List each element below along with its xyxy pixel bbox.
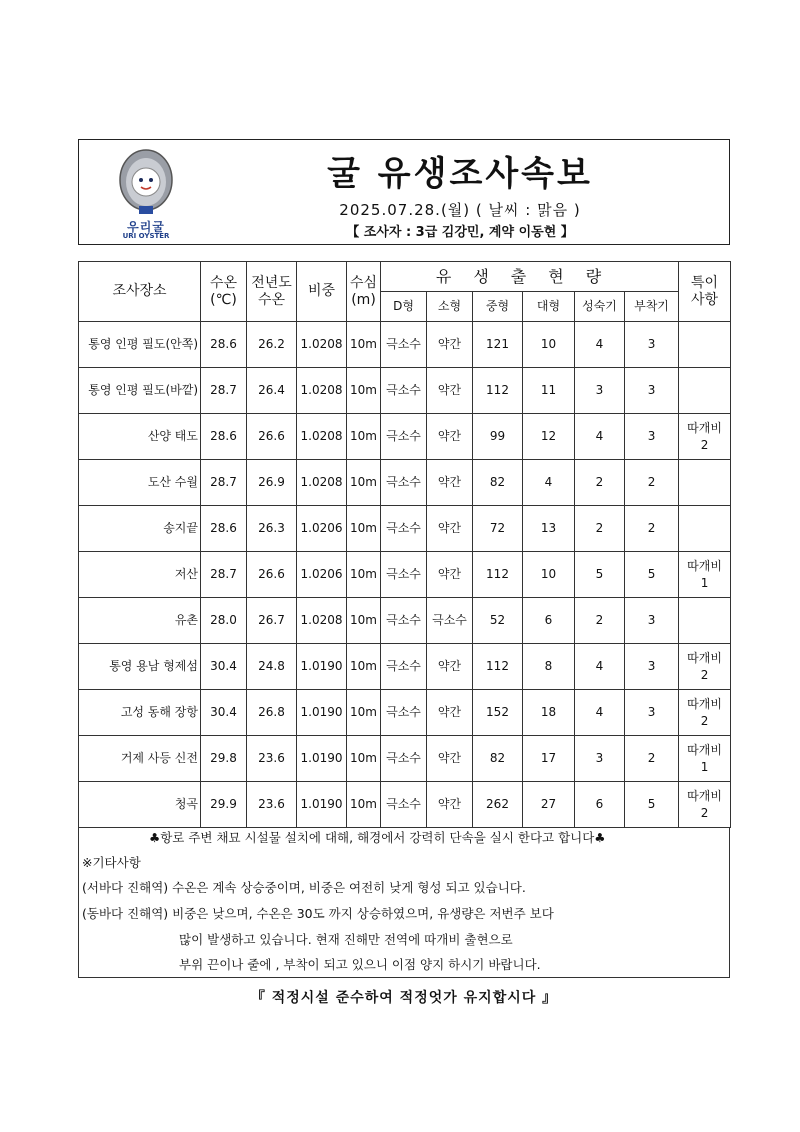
cell-notes-line2: 2 (700, 713, 709, 728)
cell-notes-line2: 2 (700, 667, 709, 682)
cell-gravity: 1.0206 (297, 506, 347, 552)
cell-gravity: 1.0208 (297, 414, 347, 460)
cell-d: 극소수 (381, 598, 427, 644)
table-body (79, 322, 731, 828)
table-row (79, 368, 731, 414)
cell-attach: 2 (625, 736, 679, 782)
oyster-mascot-logo (106, 146, 186, 222)
cell-location: 통영 용남 형제섬 (79, 644, 201, 690)
header-notes-line2: 사항 (691, 291, 719, 308)
table-row (79, 552, 731, 598)
cell-mature: 3 (575, 736, 625, 782)
cell-location: 거제 사등 신전 (79, 736, 201, 782)
cell-location: 산양 태도 (79, 414, 201, 460)
cell-d: 극소수 (381, 644, 427, 690)
cell-d: 극소수 (381, 414, 427, 460)
notes-box (78, 827, 730, 978)
sub-header-cell: 중형 (473, 292, 523, 322)
cell-d: 극소수 (381, 460, 427, 506)
cell-temp: 28.7 (201, 460, 247, 506)
cell-small: 약간 (427, 368, 473, 414)
cell-temp: 28.7 (201, 552, 247, 598)
notes-west: (서바다 진해역) 수온은 계속 상승중이며, 비중은 여전히 낮게 형성 되고 있습니다. (82, 880, 526, 895)
cell-large: 10 (523, 322, 575, 368)
header-water-temp-line1: 수온 (209, 274, 238, 291)
cell-prev: 26.2 (247, 322, 297, 368)
cell-attach: 3 (625, 644, 679, 690)
cell-notes (679, 598, 731, 644)
cell-medium: 99 (473, 414, 523, 460)
cell-small: 약간 (427, 552, 473, 598)
cell-attach: 3 (625, 368, 679, 414)
cell-large: 6 (523, 598, 575, 644)
notes-heading: ※기타사항 (82, 855, 141, 870)
header-prev-temp-line2: 수온 (257, 291, 286, 308)
cell-d: 극소수 (381, 368, 427, 414)
cell-large: 11 (523, 368, 575, 414)
cell-large: 27 (523, 782, 575, 828)
mascot-face (132, 168, 160, 196)
cell-depth: 10m (347, 782, 381, 828)
sub-header-cell: D형 (381, 292, 427, 322)
cell-attach: 3 (625, 322, 679, 368)
cell-gravity: 1.0208 (297, 368, 347, 414)
cell-notes-line2: 2 (700, 805, 709, 820)
cell-prev: 24.8 (247, 644, 297, 690)
cell-attach: 5 (625, 552, 679, 598)
cell-notes-line1: 따개비 (687, 420, 722, 435)
cell-mature: 4 (575, 322, 625, 368)
header-notes-line1: 특이 (691, 274, 719, 291)
cell-notes (679, 644, 731, 690)
cell-attach: 3 (625, 598, 679, 644)
table-row (79, 322, 731, 368)
cell-medium: 112 (473, 368, 523, 414)
cell-depth: 10m (347, 506, 381, 552)
cell-prev: 26.4 (247, 368, 297, 414)
cell-attach: 2 (625, 506, 679, 552)
cell-d: 극소수 (381, 552, 427, 598)
cell-mature: 6 (575, 782, 625, 828)
cell-small: 약간 (427, 414, 473, 460)
cell-large: 4 (523, 460, 575, 506)
sub-header-cell: 부착기 (625, 292, 679, 322)
cell-mature: 2 (575, 598, 625, 644)
cell-prev: 23.6 (247, 736, 297, 782)
cell-mature: 2 (575, 506, 625, 552)
cell-prev: 26.6 (247, 552, 297, 598)
cell-medium: 82 (473, 736, 523, 782)
notes-east-line3: 부위 끈이나 줄에 , 부착이 되고 있으니 이점 양지 하시기 바랍니다. (179, 957, 541, 972)
cell-medium: 112 (473, 552, 523, 598)
header-larvae-group: 유생출현량 (381, 262, 679, 292)
cell-d: 극소수 (381, 736, 427, 782)
cell-gravity: 1.0190 (297, 736, 347, 782)
cell-large: 18 (523, 690, 575, 736)
header-water-temp (201, 262, 247, 322)
cell-notes (679, 782, 731, 828)
cell-small: 약간 (427, 782, 473, 828)
cell-mature: 5 (575, 552, 625, 598)
header-gravity: 비중 (297, 262, 347, 322)
cell-depth: 10m (347, 414, 381, 460)
table-row (79, 506, 731, 552)
cell-depth: 10m (347, 736, 381, 782)
cell-notes (679, 690, 731, 736)
table-row (79, 782, 731, 828)
cell-mature: 4 (575, 690, 625, 736)
cell-gravity: 1.0190 (297, 782, 347, 828)
notes-east-line1: (동바다 진해역) 비중은 낮으며, 수온은 30도 까지 상승하였으며, 유생량은 저번주 보다 (82, 906, 554, 921)
header-notes (679, 262, 731, 322)
cell-location: 저산 (79, 552, 201, 598)
cell-d: 극소수 (381, 506, 427, 552)
cell-mature: 2 (575, 460, 625, 506)
cell-notes-line1: 따개비 (687, 650, 722, 665)
cell-d: 극소수 (381, 690, 427, 736)
header-prev-temp (247, 262, 297, 322)
cell-small: 약간 (427, 506, 473, 552)
notes-banner: ♣항로 주변 채묘 시설물 설치에 대해, 해경에서 강력히 단속을 실시 한다고 합니다♣ (149, 830, 606, 845)
cell-medium: 82 (473, 460, 523, 506)
cell-attach: 3 (625, 414, 679, 460)
table-row (79, 644, 731, 690)
cell-medium: 112 (473, 644, 523, 690)
cell-small: 약간 (427, 460, 473, 506)
cell-notes-line1: 따개비 (687, 558, 722, 573)
cell-notes (679, 368, 731, 414)
cell-medium: 72 (473, 506, 523, 552)
larvae-survey-table (78, 261, 731, 828)
cell-small: 약간 (427, 322, 473, 368)
cell-location: 유촌 (79, 598, 201, 644)
cell-location: 통영 인평 필도(안쪽) (79, 322, 201, 368)
cell-temp: 28.6 (201, 414, 247, 460)
cell-small: 약간 (427, 736, 473, 782)
cell-depth: 10m (347, 552, 381, 598)
cell-temp: 29.9 (201, 782, 247, 828)
cell-notes (679, 736, 731, 782)
table-row (79, 598, 731, 644)
page-title: 굴 유생조사속보 (327, 154, 593, 194)
cell-temp: 30.4 (201, 690, 247, 736)
cell-depth: 10m (347, 322, 381, 368)
cell-mature: 3 (575, 368, 625, 414)
cell-large: 17 (523, 736, 575, 782)
logo-text-kr: 우리굴 (127, 220, 165, 234)
cell-medium: 262 (473, 782, 523, 828)
cell-location: 송지끝 (79, 506, 201, 552)
cell-small: 극소수 (427, 598, 473, 644)
sub-header-cell: 소형 (427, 292, 473, 322)
cell-location: 통영 인평 필도(바깥) (79, 368, 201, 414)
cell-attach: 3 (625, 690, 679, 736)
cell-mature: 4 (575, 644, 625, 690)
cell-notes-line2: 2 (700, 437, 709, 452)
cell-d: 극소수 (381, 322, 427, 368)
sub-header-cell: 대형 (523, 292, 575, 322)
cell-notes-line1: 따개비 (687, 696, 722, 711)
cell-prev: 26.8 (247, 690, 297, 736)
closing-slogan: 『 적정시설 준수하여 적정엇가 유지합시다 』 (250, 990, 558, 1006)
cell-depth: 10m (347, 644, 381, 690)
cell-temp: 28.7 (201, 368, 247, 414)
cell-location: 고성 동해 장항 (79, 690, 201, 736)
cell-gravity: 1.0206 (297, 552, 347, 598)
cell-small: 약간 (427, 644, 473, 690)
cell-d: 극소수 (381, 782, 427, 828)
cell-large: 8 (523, 644, 575, 690)
table-row (79, 414, 731, 460)
header-prev-temp-line1: 전년도 (251, 274, 292, 291)
cell-gravity: 1.0190 (297, 644, 347, 690)
cell-notes-line2: 1 (700, 759, 709, 774)
cell-prev: 26.9 (247, 460, 297, 506)
table-row (79, 690, 731, 736)
cell-notes-line2: 1 (700, 575, 709, 590)
cell-prev: 26.6 (247, 414, 297, 460)
cell-gravity: 1.0208 (297, 460, 347, 506)
header-water-temp-line2: (℃) (210, 291, 237, 308)
cell-depth: 10m (347, 368, 381, 414)
header-location: 조사장소 (79, 262, 201, 322)
cell-location: 청곡 (79, 782, 201, 828)
cell-notes (679, 460, 731, 506)
cell-notes (679, 506, 731, 552)
cell-gravity: 1.0190 (297, 690, 347, 736)
cell-temp: 28.6 (201, 506, 247, 552)
cell-medium: 152 (473, 690, 523, 736)
cell-prev: 26.7 (247, 598, 297, 644)
table-row (79, 460, 731, 506)
cell-notes (679, 552, 731, 598)
cell-temp: 29.8 (201, 736, 247, 782)
surveyors: 【 조사자 : 3급 김강민, 계약 이동현 】 (346, 225, 574, 240)
sub-header-cell: 성숙기 (575, 292, 625, 322)
header-depth (347, 262, 381, 322)
cell-attach: 5 (625, 782, 679, 828)
cell-location: 도산 수월 (79, 460, 201, 506)
table-row (79, 736, 731, 782)
cell-prev: 23.6 (247, 782, 297, 828)
cell-notes-line1: 따개비 (687, 788, 722, 803)
notes-east-line2: 많이 발생하고 있습니다. 현재 진해만 전역에 따개비 출현으로 (179, 932, 513, 947)
cell-medium: 121 (473, 322, 523, 368)
header-depth-line1: 수심 (349, 274, 378, 291)
header-depth-line2: (m) (351, 291, 376, 308)
cell-gravity: 1.0208 (297, 322, 347, 368)
cell-prev: 26.3 (247, 506, 297, 552)
date-weather: 2025.07.28.(월) ( 날씨 : 맑음 ) (339, 201, 581, 219)
cell-temp: 28.0 (201, 598, 247, 644)
cell-temp: 28.6 (201, 322, 247, 368)
cell-notes-line1: 따개비 (687, 742, 722, 757)
cell-large: 12 (523, 414, 575, 460)
cell-depth: 10m (347, 460, 381, 506)
logo-text-en: URI OYSTER (122, 232, 170, 240)
cell-depth: 10m (347, 690, 381, 736)
cell-temp: 30.4 (201, 644, 247, 690)
cell-small: 약간 (427, 690, 473, 736)
cell-attach: 2 (625, 460, 679, 506)
cell-notes (679, 322, 731, 368)
cell-notes (679, 414, 731, 460)
cell-large: 13 (523, 506, 575, 552)
cell-large: 10 (523, 552, 575, 598)
cell-gravity: 1.0208 (297, 598, 347, 644)
cell-mature: 4 (575, 414, 625, 460)
cell-medium: 52 (473, 598, 523, 644)
cell-depth: 10m (347, 598, 381, 644)
